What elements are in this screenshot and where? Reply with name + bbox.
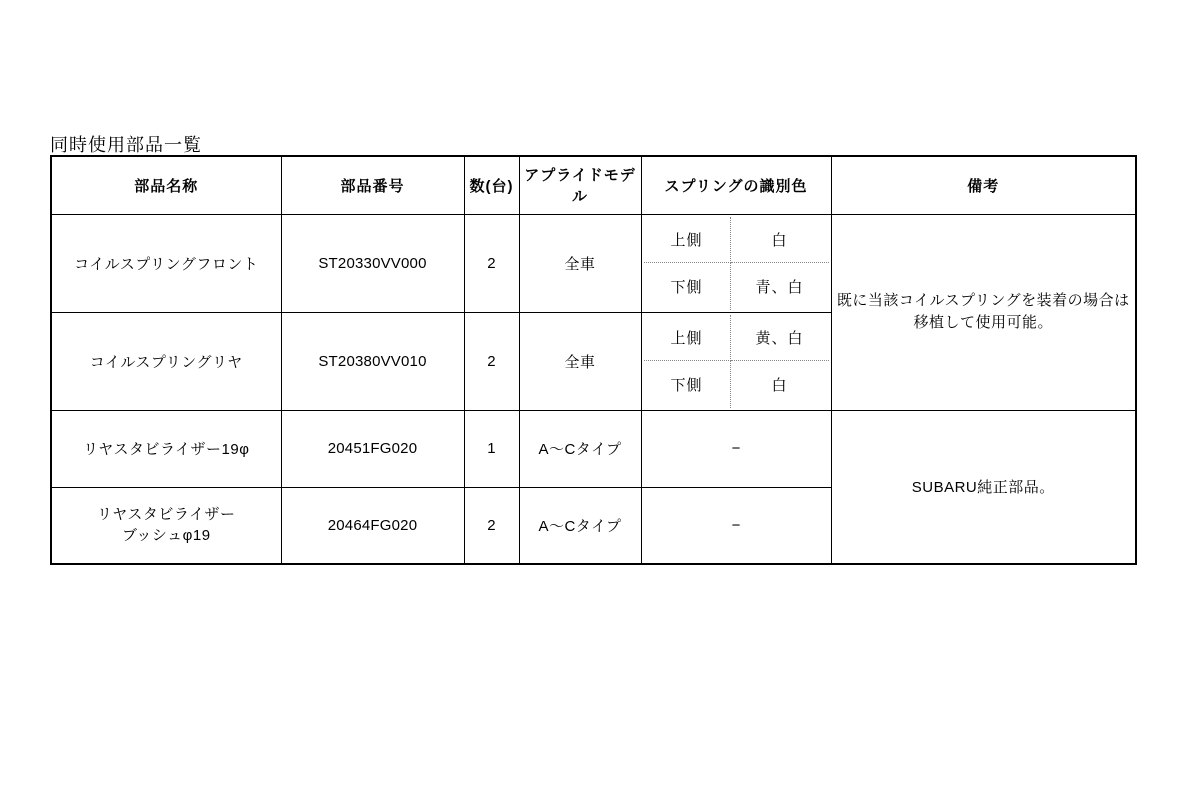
header-row [51, 156, 1136, 214]
remarks-coil-spring-cell [831, 214, 1136, 410]
header-part-number: 部品番号 [281, 156, 464, 214]
spring-position-lower: 下側 [644, 361, 731, 408]
spring-color-grid [644, 315, 829, 408]
spring-color-cell [641, 214, 831, 312]
part-name-line-1: リヤスタビライザー [97, 506, 236, 524]
part-name-cell [51, 487, 281, 564]
table-row [51, 214, 1136, 312]
parts-table [50, 155, 1137, 565]
quantity-cell: 1 [464, 410, 519, 487]
applied-model-cell: A〜Cタイプ [519, 487, 641, 564]
spring-position-upper: 上側 [644, 315, 731, 362]
applied-model-cell: A〜Cタイプ [519, 410, 641, 487]
header-part-name: 部品名称 [51, 156, 281, 214]
remarks-subaru-cell: SUBARU純正部品。 [831, 410, 1136, 564]
spring-position-lower: 下側 [644, 263, 731, 310]
part-name-cell: リヤスタビライザー19φ [51, 410, 281, 487]
header-quantity: 数(台) [464, 156, 519, 214]
spring-color-grid [644, 217, 829, 310]
table-row [51, 410, 1136, 487]
remarks-line-2: 移植して使用可能。 [913, 314, 1053, 331]
spring-color-lower: 青、白 [755, 278, 804, 296]
spring-color-none-cell: − [641, 410, 831, 487]
spring-color-cell [641, 312, 831, 410]
header-spring-color: スプリングの識別色 [641, 156, 831, 214]
header-applied-model: アプライドモデル [519, 156, 641, 214]
applied-model-cell: 全車 [519, 312, 641, 410]
applied-model-cell: 全車 [519, 214, 641, 312]
quantity-cell: 2 [464, 487, 519, 564]
part-number-cell: 20464FG020 [281, 487, 464, 564]
header-remarks: 備考 [831, 156, 1136, 214]
part-name-cell: コイルスプリングフロント [51, 214, 281, 312]
quantity-cell: 2 [464, 312, 519, 410]
spring-position-upper: 上側 [644, 217, 731, 264]
part-number-cell: ST20380VV010 [281, 312, 464, 410]
part-name-line-2: ブッシュφ19 [121, 527, 211, 545]
page-title: 同時使用部品一覧 [50, 135, 202, 155]
spring-color-upper: 白 [731, 217, 829, 264]
quantity-cell: 2 [464, 214, 519, 312]
spring-color-none-cell: − [641, 487, 831, 564]
part-name-cell: コイルスプリングリヤ [51, 312, 281, 410]
part-number-cell: 20451FG020 [281, 410, 464, 487]
spring-color-lower: 白 [771, 376, 788, 394]
remarks-line-1: 既に当該コイルスプリングを装着の場合は [836, 292, 1130, 309]
part-number-cell: ST20330VV000 [281, 214, 464, 312]
spring-color-upper: 黄、白 [731, 315, 829, 362]
